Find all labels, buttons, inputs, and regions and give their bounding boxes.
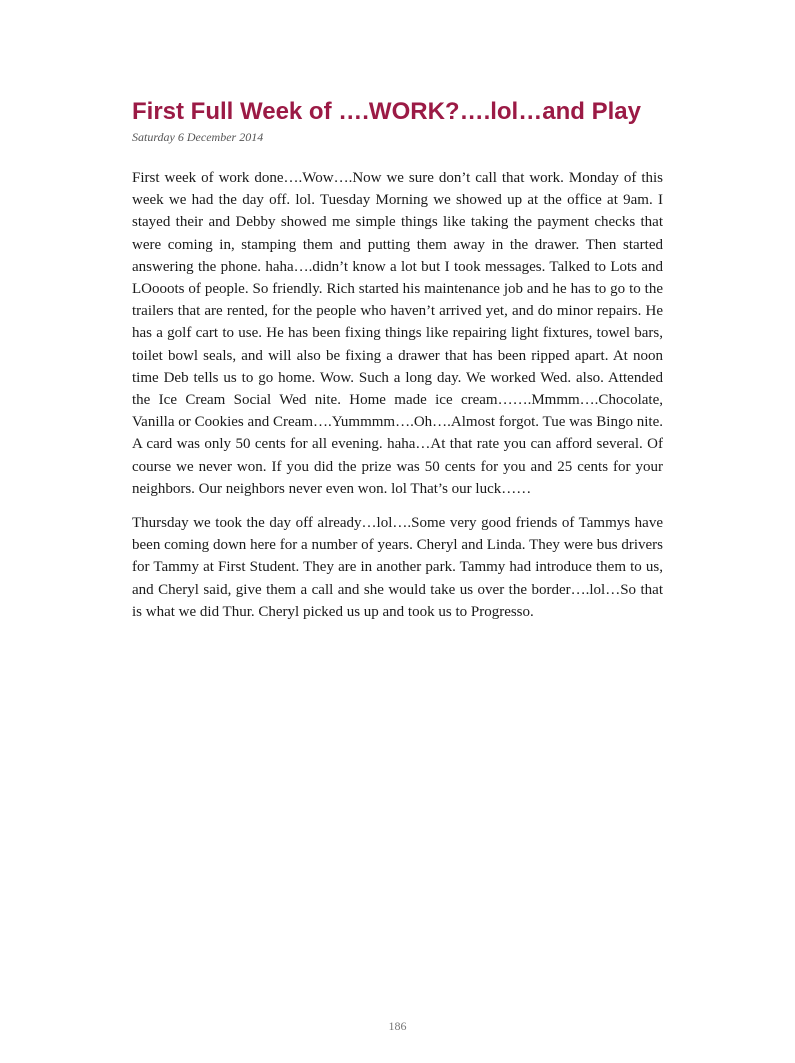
post-date: Saturday 6 December 2014 xyxy=(132,130,264,144)
page-number: 186 xyxy=(388,1019,407,1033)
post-body xyxy=(132,167,663,635)
paragraph-2: Thursday we took the day off already…lol….Some very good friends of Tammys have been coming down here for a number of years. Cheryl and Linda. They were bus drivers for Tammy at First Student. They are in another park. Tammy had introduce them to us, and Cheryl said, give them a call and she would take us over the border….lol…So that is what we did Thur. Cheryl picked us up and took us to Progresso. xyxy=(132,515,663,620)
page-title: First Full Week of ….WORK?….lol…and Play xyxy=(132,98,641,125)
paragraph-1: First week of work done….Wow….Now we sure don’t call that work. Monday of this week we had the day off. lol. Tuesday Morning we showed up at the office at 9am. I stayed their and Debby showed me simple things like taking the payment checks that were coming in, stamping them and putting them away in the drawer. Then started answering the phone. haha….didn’t know a lot but I took messages. Talked to Lots and LOooots of people. So friendly. Rich started his maintenance job and he has to go to the trailers that are rented, for the people who haven’t arrived yet, and do minor repairs. He has a golf cart to use. He has been fixing things like repairing light fixtures, towel bars, toilet bowl seals, and will also be fixing a drawer that has been ripped apart. At noon time Deb tells us to go home. Wow. Such a long day. We worked Wed. also. Attended the Ice Cream Social Wed nite. Home made ice cream…….Mmmm….Chocolate, Vanilla or Cookies and Cream….Yummmm….Oh….Almost forgot. Tue was Bingo nite. A card was only 50 cents for all evening. haha…At that rate you can afford several. Of course we never won. If you did the prize was 50 cents for you and 25 cents for your neighbors. Our neighbors never even won. lol That’s our luck…… xyxy=(132,170,663,497)
